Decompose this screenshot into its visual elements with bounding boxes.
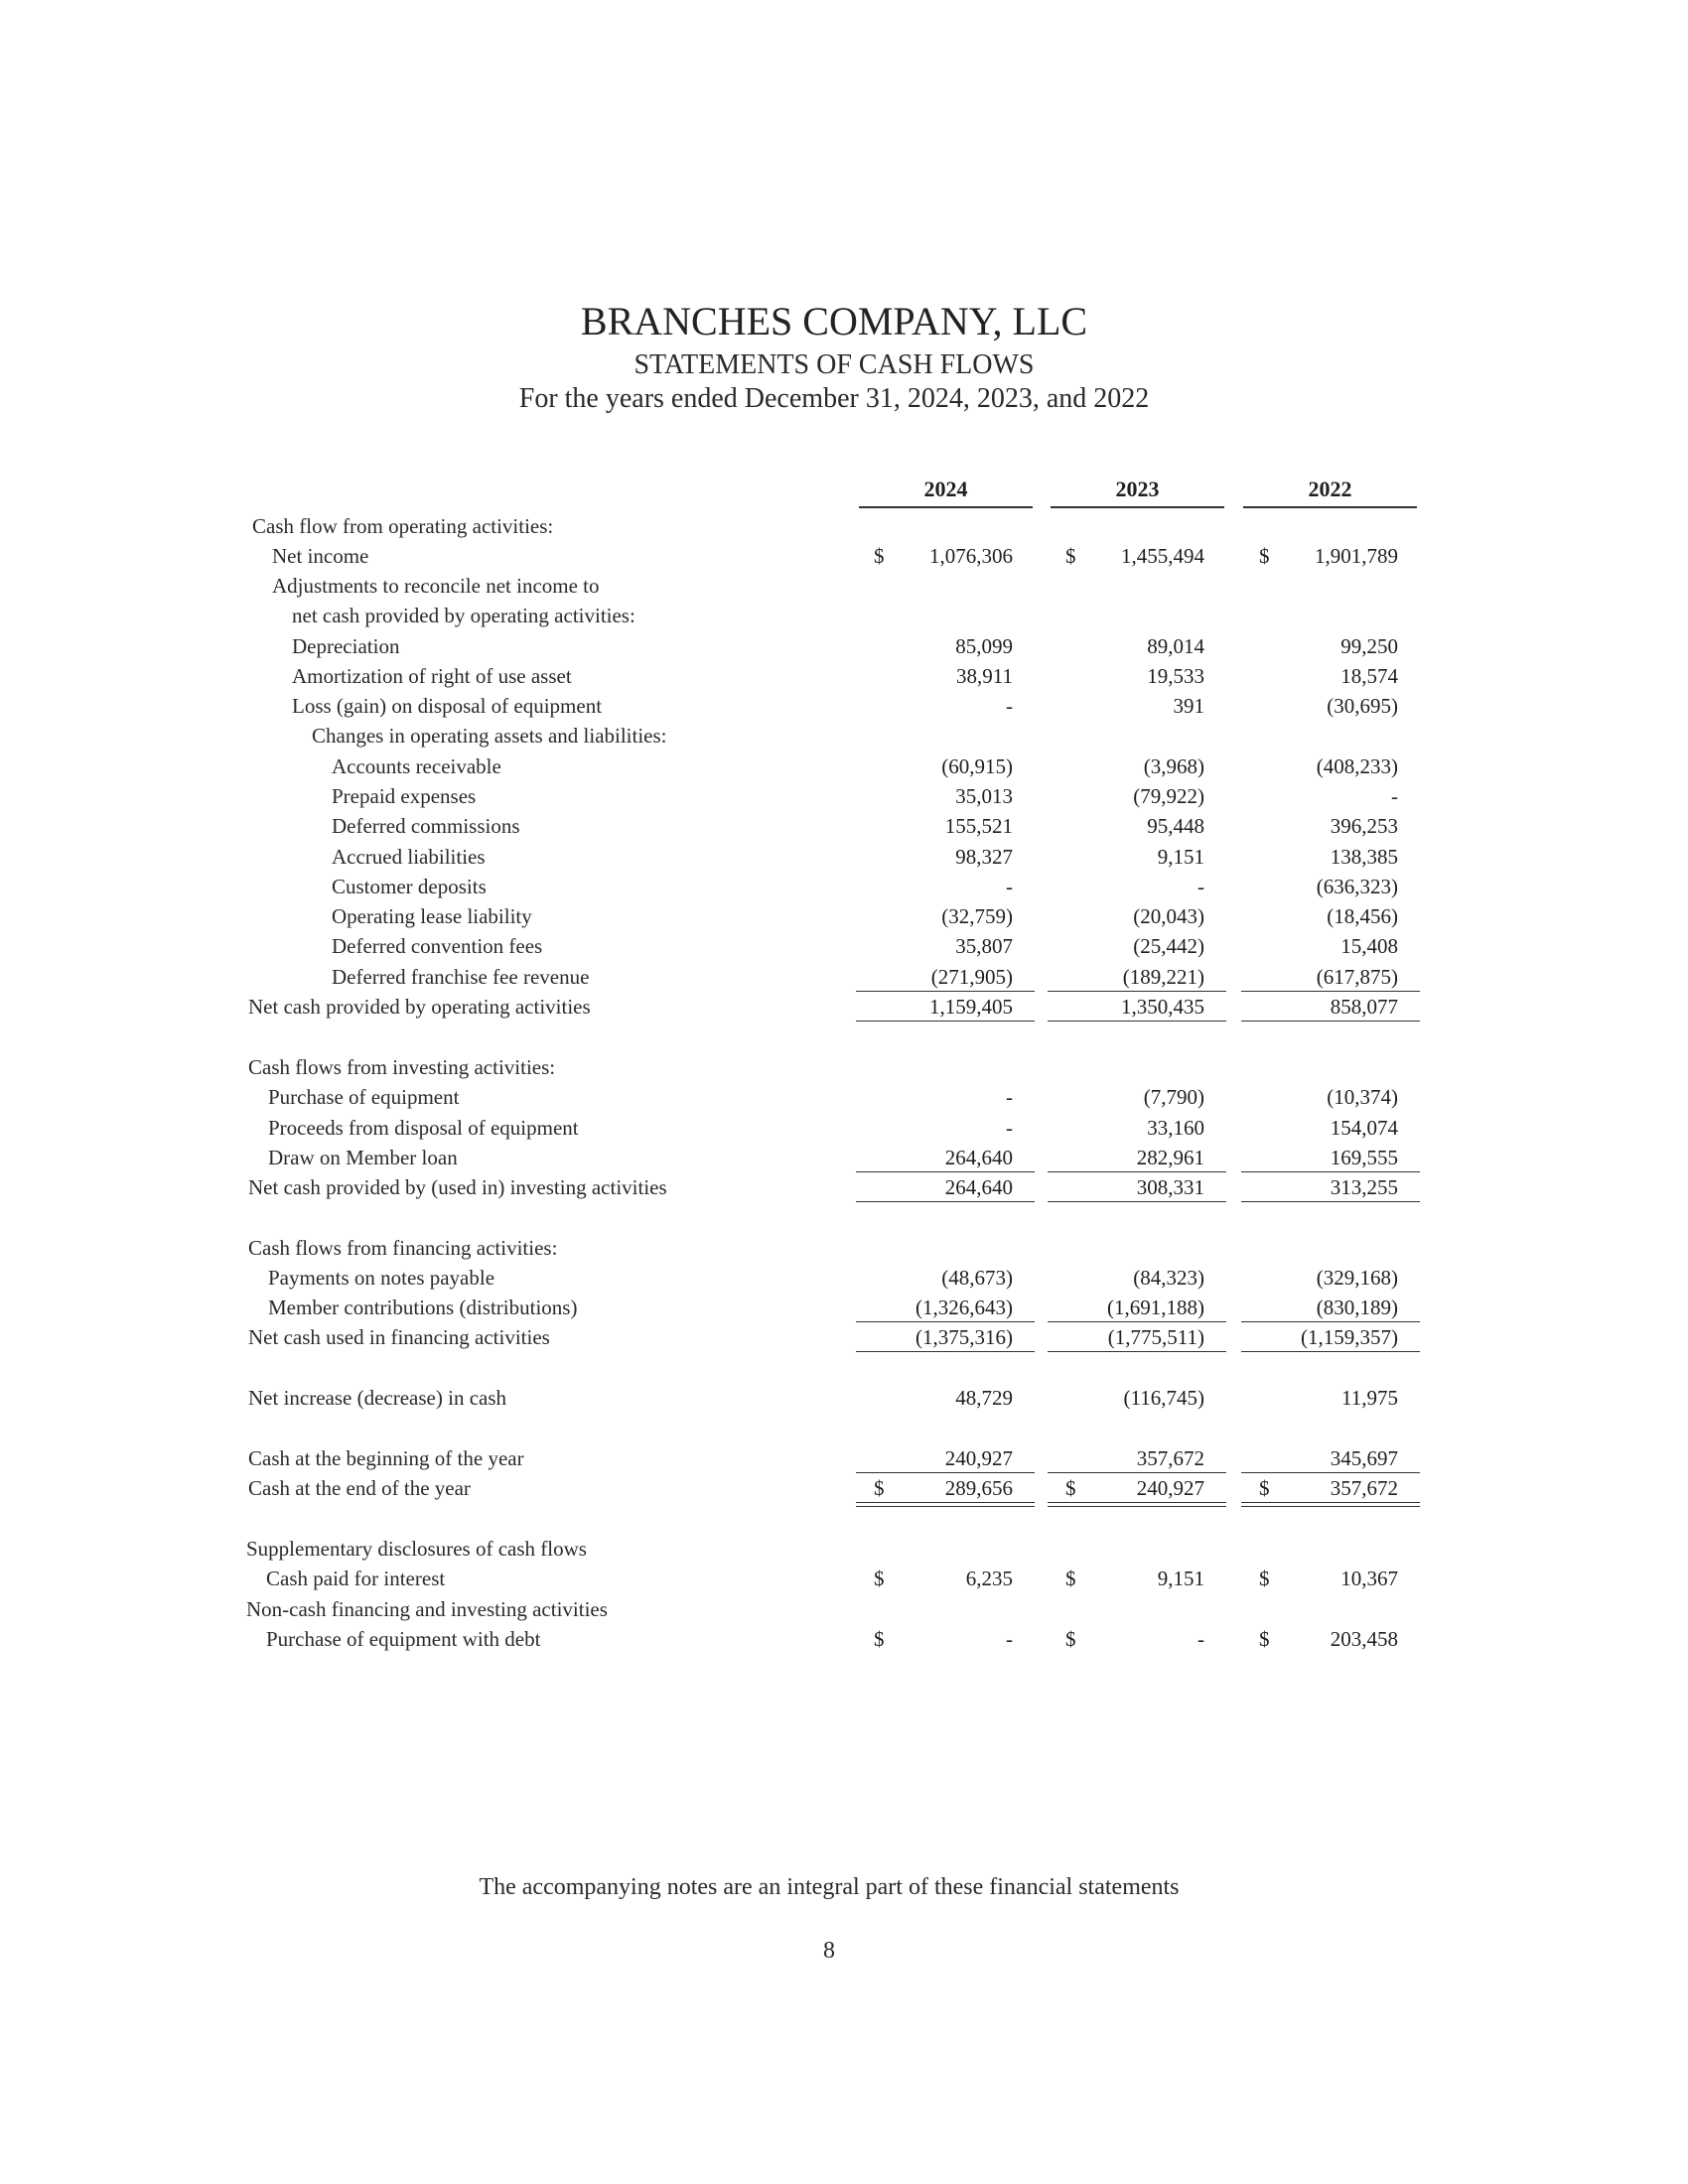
row-label: Draw on Member loan (268, 1146, 458, 1169)
value-2024: 264,640 (944, 1146, 1013, 1169)
value-2022: 357,672 (1330, 1476, 1398, 1500)
value-2022: (617,875) (1316, 965, 1398, 989)
underline (1048, 991, 1226, 992)
value-2022: 396,253 (1330, 814, 1398, 838)
column-header-2024: 2024 (859, 477, 1033, 508)
double-underline (856, 1502, 1035, 1507)
row-label: Non-cash financing and investing activities (246, 1597, 608, 1621)
row-label: Deferred convention fees (332, 934, 543, 958)
value-2022: 11,975 (1341, 1386, 1398, 1410)
value-2023: (116,745) (1123, 1386, 1204, 1410)
underline (1241, 1321, 1420, 1322)
table-row-deferred-commissions (0, 814, 1688, 844)
column-header-2022: 2022 (1243, 477, 1417, 508)
text-line-adjustments-cont (0, 604, 1688, 633)
statement-title: STATEMENTS OF CASH FLOWS (633, 349, 1035, 380)
underline (856, 1171, 1035, 1172)
row-label: Customer deposits (332, 875, 487, 898)
table-row-purchase-equipment-debt (0, 1627, 1688, 1657)
row-label: Cash at the end of the year (248, 1476, 471, 1500)
value-2023: - (1197, 875, 1204, 898)
section-heading-noncash (0, 1597, 1688, 1627)
row-label: Supplementary disclosures of cash flows (246, 1537, 587, 1561)
row-label: Net increase (decrease) in cash (248, 1386, 507, 1410)
row-label: Net income (272, 544, 369, 568)
value-2023: (7,790) (1143, 1085, 1204, 1109)
value-2023: 391 (1173, 694, 1204, 718)
value-2024: 1,076,306 (929, 544, 1013, 568)
section-heading-operating (0, 514, 1688, 544)
value-2024: 240,927 (944, 1446, 1013, 1470)
table-row-customer-deposits (0, 875, 1688, 904)
value-2022: 15,408 (1340, 934, 1398, 958)
value-2023: (1,775,511) (1107, 1325, 1204, 1349)
value-2024: (271,905) (930, 965, 1013, 989)
row-label: Net cash provided by (used in) investing activities (248, 1175, 667, 1199)
row-label: Payments on notes payable (268, 1266, 495, 1290)
double-underline (1241, 1502, 1420, 1507)
table-row-operating-lease (0, 904, 1688, 934)
value-2024: 48,729 (955, 1386, 1013, 1410)
dollar-sign: $ (1259, 1627, 1270, 1651)
value-2024: 38,911 (956, 664, 1013, 688)
value-2023: (79,922) (1133, 784, 1204, 808)
value-2024: 1,159,405 (929, 995, 1013, 1019)
value-2022: (408,233) (1316, 754, 1398, 778)
underline (1241, 991, 1420, 992)
underline (1048, 1171, 1226, 1172)
value-2024: 289,656 (944, 1476, 1013, 1500)
underline (1241, 1351, 1420, 1352)
value-2023: (84,323) (1133, 1266, 1204, 1290)
row-label: Purchase of equipment with debt (266, 1627, 541, 1651)
row-label: Cash flows from investing activities: (248, 1055, 556, 1079)
value-2023: 19,533 (1147, 664, 1204, 688)
table-row-loss-gain (0, 694, 1688, 724)
underline (856, 1321, 1035, 1322)
value-2023: 9,151 (1157, 845, 1204, 869)
dollar-sign: $ (874, 1476, 885, 1500)
value-2023: (1,691,188) (1107, 1296, 1204, 1319)
value-2023: 95,448 (1147, 814, 1204, 838)
row-label: Cash flows from financing activities: (248, 1236, 558, 1260)
table-row-accounts-receivable (0, 754, 1688, 784)
table-row-net-cash-financing (0, 1325, 1688, 1355)
row-label: Loss (gain) on disposal of equipment (292, 694, 603, 718)
table-row-purchase-equipment (0, 1085, 1688, 1115)
value-2022: 1,901,789 (1315, 544, 1398, 568)
value-2024: 35,807 (955, 934, 1013, 958)
text-line-changes (0, 724, 1688, 753)
value-2024: - (1006, 1627, 1013, 1651)
column-header-2023: 2023 (1051, 477, 1224, 508)
table-row-proceeds-disposal (0, 1116, 1688, 1146)
row-label: Cash paid for interest (266, 1567, 446, 1590)
value-2022: (10,374) (1327, 1085, 1398, 1109)
value-2022: 345,697 (1330, 1446, 1398, 1470)
underline (856, 1201, 1035, 1202)
value-2024: 85,099 (955, 634, 1013, 658)
value-2024: - (1006, 694, 1013, 718)
value-2023: (20,043) (1133, 904, 1204, 928)
footer-note: The accompanying notes are an integral part of these financial statements (479, 1874, 1180, 1900)
underline (856, 1021, 1035, 1022)
value-2023: (3,968) (1143, 754, 1204, 778)
value-2023: 308,331 (1136, 1175, 1204, 1199)
value-2023: (189,221) (1122, 965, 1204, 989)
value-2022: - (1391, 784, 1398, 808)
value-2022: 313,255 (1330, 1175, 1398, 1199)
value-2023: 1,455,494 (1121, 544, 1204, 568)
value-2024: (1,375,316) (915, 1325, 1013, 1349)
row-label: Deferred franchise fee revenue (332, 965, 590, 989)
company-name: BRANCHES COMPANY, LLC (580, 299, 1088, 343)
row-label: Changes in operating assets and liabilities: (312, 724, 667, 748)
table-row-draw-member-loan (0, 1146, 1688, 1175)
value-2024: (48,673) (941, 1266, 1013, 1290)
dollar-sign: $ (1065, 544, 1076, 568)
underline (856, 1472, 1035, 1473)
value-2024: - (1006, 1116, 1013, 1140)
row-label: Accrued liabilities (332, 845, 486, 869)
underline (1048, 1021, 1226, 1022)
dollar-sign: $ (1065, 1476, 1076, 1500)
value-2024: 98,327 (955, 845, 1013, 869)
underline (1048, 1351, 1226, 1352)
table-row-cash-end (0, 1476, 1688, 1506)
dollar-sign: $ (1259, 1476, 1270, 1500)
value-2022: (1,159,357) (1301, 1325, 1398, 1349)
value-2023: - (1197, 1627, 1204, 1651)
value-2024: (1,326,643) (915, 1296, 1013, 1319)
value-2022: (18,456) (1327, 904, 1398, 928)
table-row-net-cash-investing (0, 1175, 1688, 1205)
value-2024: 264,640 (944, 1175, 1013, 1199)
value-2022: 10,367 (1340, 1567, 1398, 1590)
dollar-sign: $ (1259, 1567, 1270, 1590)
row-label: Accounts receivable (332, 754, 501, 778)
dollar-sign: $ (874, 1567, 885, 1590)
double-underline (1048, 1502, 1226, 1507)
value-2023: (25,442) (1133, 934, 1204, 958)
row-label: net cash provided by operating activities: (292, 604, 635, 627)
value-2022: 138,385 (1330, 845, 1398, 869)
value-2022: 18,574 (1340, 664, 1398, 688)
dollar-sign: $ (874, 544, 885, 568)
value-2022: 203,458 (1330, 1627, 1398, 1651)
value-2024: (60,915) (941, 754, 1013, 778)
row-label: Cash flow from operating activities: (252, 514, 554, 538)
row-label: Deferred commissions (332, 814, 520, 838)
dollar-sign: $ (1259, 544, 1270, 568)
row-label: Net cash provided by operating activities (248, 995, 591, 1019)
row-label: Depreciation (292, 634, 400, 658)
dollar-sign: $ (1065, 1567, 1076, 1590)
table-row-member-contributions (0, 1296, 1688, 1325)
text-line-adjustments (0, 574, 1688, 604)
section-heading-supplementary (0, 1537, 1688, 1567)
table-row-payments-notes (0, 1266, 1688, 1296)
value-2024: 35,013 (955, 784, 1013, 808)
underline (856, 1351, 1035, 1352)
row-label: Operating lease liability (332, 904, 532, 928)
value-2023: 33,160 (1147, 1116, 1204, 1140)
table-row-cash-paid-interest (0, 1567, 1688, 1596)
table-row-deferred-convention (0, 934, 1688, 964)
table-row-cash-beginning (0, 1446, 1688, 1476)
underline (1048, 1472, 1226, 1473)
value-2024: 6,235 (965, 1567, 1013, 1590)
statement-period: For the years ended December 31, 2024, 2023, and 2022 (518, 383, 1150, 414)
value-2023: 9,151 (1157, 1567, 1204, 1590)
row-label: Member contributions (distributions) (268, 1296, 578, 1319)
dollar-sign: $ (1065, 1627, 1076, 1651)
value-2022: 169,555 (1330, 1146, 1398, 1169)
underline (1241, 1171, 1420, 1172)
underline (1241, 1021, 1420, 1022)
value-2022: (30,695) (1327, 694, 1398, 718)
table-row-net-increase (0, 1386, 1688, 1416)
value-2022: (636,323) (1316, 875, 1398, 898)
row-label: Net cash used in financing activities (248, 1325, 550, 1349)
value-2024: (32,759) (941, 904, 1013, 928)
section-heading-financing (0, 1236, 1688, 1266)
value-2023: 357,672 (1136, 1446, 1204, 1470)
page-number: 8 (823, 1938, 835, 1964)
row-label: Adjustments to reconcile net income to (272, 574, 600, 598)
row-label: Proceeds from disposal of equipment (268, 1116, 579, 1140)
row-label: Purchase of equipment (268, 1085, 460, 1109)
row-label: Prepaid expenses (332, 784, 477, 808)
row-label: Amortization of right of use asset (292, 664, 572, 688)
underline (1241, 1472, 1420, 1473)
table-row-net-income (0, 544, 1688, 574)
value-2022: 154,074 (1330, 1116, 1398, 1140)
table-row-deferred-franchise (0, 965, 1688, 995)
dollar-sign: $ (874, 1627, 885, 1651)
underline (1241, 1201, 1420, 1202)
underline (1048, 1201, 1226, 1202)
value-2024: - (1006, 875, 1013, 898)
underline (1048, 1321, 1226, 1322)
table-row-depreciation (0, 634, 1688, 664)
value-2022: (830,189) (1316, 1296, 1398, 1319)
value-2023: 89,014 (1147, 634, 1204, 658)
value-2023: 1,350,435 (1121, 995, 1204, 1019)
table-row-amortization (0, 664, 1688, 694)
value-2023: 240,927 (1136, 1476, 1204, 1500)
value-2022: (329,168) (1316, 1266, 1398, 1290)
value-2022: 99,250 (1340, 634, 1398, 658)
row-label: Cash at the beginning of the year (248, 1446, 524, 1470)
value-2024: 155,521 (944, 814, 1013, 838)
underline (856, 991, 1035, 992)
table-row-net-cash-operating (0, 995, 1688, 1024)
value-2024: - (1006, 1085, 1013, 1109)
value-2022: 858,077 (1330, 995, 1398, 1019)
table-row-accrued-liabilities (0, 845, 1688, 875)
section-heading-investing (0, 1055, 1688, 1085)
table-row-prepaid-expenses (0, 784, 1688, 814)
value-2023: 282,961 (1136, 1146, 1204, 1169)
